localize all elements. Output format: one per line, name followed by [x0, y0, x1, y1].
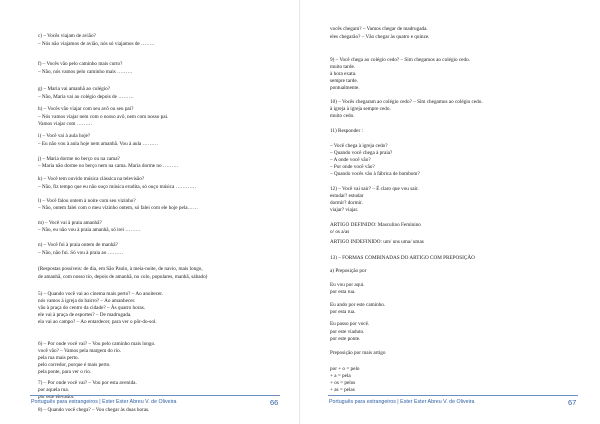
text-line: viajar? viajar. [330, 207, 359, 213]
text-line: de amanhã, com nosso tio, depois de amanhã, no colo, populares, manhã, sábado) [38, 274, 208, 280]
text-line: + a = pela [330, 373, 351, 379]
text-line: ARTIGO DEFINIDO: Masculino Feminino [330, 222, 421, 228]
text-line: Eu vou por aqui. [330, 282, 365, 288]
text-line: vão à praça do centro da cidade? – Às quatro horas. [38, 305, 146, 311]
text-line: estudar? estudar [330, 193, 364, 199]
text-line: m) – Você vai à praia amanhã? [38, 220, 102, 226]
text-line: ele vai à praça de esportes? – De madrugada. [38, 312, 132, 318]
text-line: pela rua mais perto. [38, 355, 79, 361]
text-line: por aquela rua. [38, 387, 69, 393]
text-line: – Não, eu não vou à praia amanhã, só irei ……… [38, 227, 141, 233]
text-line: por este viaduto. [330, 329, 365, 335]
text-line: pelo corredor, porque é mais perto. [38, 362, 111, 368]
text-line: – Você chega à igreja cedo? [330, 143, 388, 149]
text-line: + os = pelos [330, 380, 356, 386]
text-line: ela vai ao campo? – Ao entardecer, para ver o pôr-do-sol. [38, 319, 157, 325]
left-footer-text: Português para estrangeiros | Ester Ester Abreu V. de Oliveira [31, 399, 177, 405]
text-line: 5) – Quando você vai ao cinema mais perto? – Ao anoitecer. [38, 291, 164, 297]
text-line: (Respostas possíveis: de dia, em São Paulo, à meia-noite, de navio, mais longo, [38, 266, 203, 272]
text-line: – Por onde você vão? [330, 164, 375, 170]
text-line: g) – Maria vai amanhã ao colégio? [38, 86, 111, 92]
text-line: dormir? dormir. [330, 200, 363, 206]
text-line: à hora exata. [330, 71, 357, 77]
text-line: 13) – FORMAS COMBINADAS DO ARTIGO COM PREPOSIÇÃO [330, 255, 475, 261]
text-line: por + o = pelo [330, 366, 360, 372]
left-footer-rule [30, 395, 280, 396]
text-line: n) – Você foi à praia ontem de manhã? [38, 242, 118, 248]
text-line: por este ponte. [330, 336, 361, 342]
text-line: – A onde você vão? [330, 157, 371, 163]
text-line: Preposição por mais artigo [330, 350, 386, 356]
text-line: – Não, Maria vai ao colégio depois de ……… [38, 94, 134, 100]
text-line: Eu passo por você. [330, 321, 370, 327]
text-line: – Nós vamos viajar nem com o nosso avô, nem com nosso pai. [38, 114, 169, 120]
text-line: – Não, não fui. Só vou à praia ao ……… [38, 250, 124, 256]
text-line: – Quando vocês vão à fábrica de bombom? [330, 171, 420, 177]
right-page [300, 0, 600, 424]
text-line: sempre tarde. [330, 78, 358, 84]
text-line: Eu ando por este caminho. [330, 302, 386, 308]
text-line: você vão? – Vamos pela margem do rio. [38, 348, 122, 354]
text-line: por esta rua. [330, 309, 356, 315]
text-line: pontualmente. [330, 85, 360, 91]
text-line: j) – Maria dorme no berço ou na cama? [38, 156, 120, 162]
text-line: f) – Vocês vão pelo caminho mais curto? [38, 61, 123, 67]
text-line: à igreja à igreja sempre cedo. [330, 106, 391, 112]
text-line: 8) – Quando você chega? – Vou chegar às duas horas. [38, 407, 150, 413]
text-line: – Eu não vou à aula hoje nem amanhã. Vou à aula ……… [38, 141, 159, 147]
text-line: – Não, nós vamos pelo caminho mais ……… [38, 69, 133, 75]
text-line: o/ os a/as [330, 229, 350, 235]
text-line: k) – Você tem ouvido música clássica na televisão? [38, 176, 145, 182]
left-page-number: 66 [270, 398, 279, 407]
text-line: c) – Vocês viajam de avião? [38, 33, 96, 39]
text-line: i) – Você vai à aula hoje? [38, 133, 91, 139]
text-line: por esta rua. [330, 289, 356, 295]
text-line: 9) – Você chega ao colégio cedo? – Sim chegamos ao colégio cedo. [330, 57, 470, 63]
text-line: Vamos viajar com ……… [38, 121, 93, 127]
text-line: eles chegarão? – Vão chegar às quatro e quinze. [330, 34, 430, 40]
text-line: 10) – Vocês chegaram ao colégio cedo? – Sim chegamos ao colégio cedo. [330, 99, 483, 105]
right-footer-text: Português para estrangeiros | Ester Ester Abreu V. de Oliveira [329, 399, 475, 405]
text-line: 12) – Você vai sair? – É claro que vou sair. [330, 186, 419, 192]
text-line: muito cedo. [330, 113, 355, 119]
text-line: 7) – Por onde você vai? – Vou por esta avenida. [38, 380, 137, 386]
text-line: – Não, fiz tempo que eu não ouço música erudita, só ouço música ………… [38, 184, 197, 190]
text-line: + as = pelas [330, 387, 355, 393]
text-line: 6) – Por onde você vai? – Vou pelo caminho mais longo. [38, 341, 156, 347]
text-line: h) – Vocês vão viajar com seu avô ou seu pai? [38, 106, 134, 112]
text-line: – Nós não viajamos de avião, nós só viajamos de …….. [38, 41, 154, 47]
text-line: vocês chegam? – Vamos chegar de madrugada. [330, 26, 428, 32]
text-line: muito tarde. [330, 64, 356, 70]
text-line: ARTIGO INDEFINIDO: um/ uns uma/ umas [330, 239, 424, 245]
text-line: 11) Responder : [330, 128, 363, 134]
text-line: a) Preposição por [330, 268, 367, 274]
text-line: – Maria não dorme no berço nem na cama. Maria dorme no ……… [38, 163, 179, 169]
text-line: – Não, ontem falei com o meu vizinho ontem, só falei com ele hoje pela…… [38, 205, 198, 211]
text-line: l) – Você falou ontem à noite com seu vizinho? [38, 198, 136, 204]
text-line: por este elevador. [38, 394, 75, 400]
right-page-number: 67 [568, 398, 577, 407]
text-line: pela ponte, para ver o rio. [38, 369, 92, 375]
right-footer-rule [328, 395, 578, 396]
text-line: – Quando você chega à praia? [330, 150, 393, 156]
text-line: nós vamos à igreja do bairro? – Ao amanhecer. [38, 298, 136, 304]
